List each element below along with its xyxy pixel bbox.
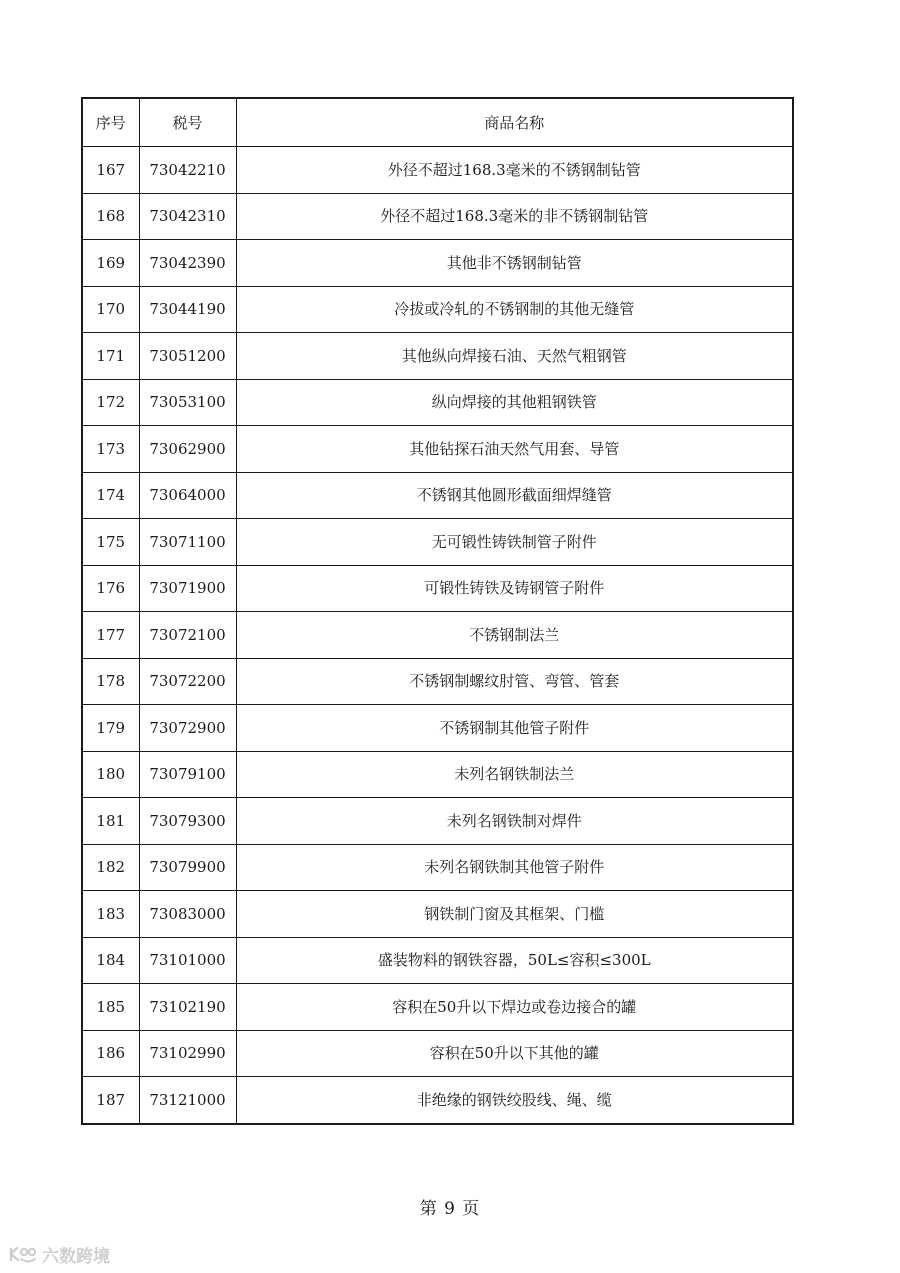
table-row (82, 286, 793, 333)
row-tax-code-cell: 73102190 (139, 984, 236, 1031)
table-row (82, 472, 793, 519)
table-row (82, 658, 793, 705)
row-product-name-cell: 其他非不锈钢制钻管 (236, 240, 793, 287)
table-row (82, 193, 793, 240)
row-seq-cell: 185 (82, 984, 139, 1031)
row-tax-code-cell: 73042310 (139, 193, 236, 240)
row-product-name-cell: 非绝缘的钢铁绞股线、绳、缆 (236, 1077, 793, 1124)
row-seq-cell: 184 (82, 937, 139, 984)
row-seq-cell: 170 (82, 286, 139, 333)
row-product-name-cell: 未列名钢铁制其他管子附件 (236, 844, 793, 891)
row-seq-cell: 172 (82, 379, 139, 426)
row-product-name-cell: 容积在50升以下焊边或卷边接合的罐 (236, 984, 793, 1031)
row-seq-cell: 167 (82, 147, 139, 194)
watermark (8, 1240, 110, 1268)
row-tax-code-cell: 73071100 (139, 519, 236, 566)
table-row (82, 844, 793, 891)
row-product-name-cell: 不锈钢制法兰 (236, 612, 793, 659)
row-product-name-cell: 无可锻性铸铁制管子附件 (236, 519, 793, 566)
table-row (82, 333, 793, 380)
row-seq-cell: 181 (82, 798, 139, 845)
row-tax-code-cell: 73072100 (139, 612, 236, 659)
row-tax-code-cell: 73079900 (139, 844, 236, 891)
header-tax-code: 税号 (139, 98, 236, 147)
table-row (82, 1030, 793, 1077)
row-product-name-cell: 不锈钢其他圆形截面细焊缝管 (236, 472, 793, 519)
table-row (82, 519, 793, 566)
commodity-table (81, 97, 794, 1125)
table-row (82, 565, 793, 612)
row-tax-code-cell: 73042210 (139, 147, 236, 194)
row-product-name-cell: 冷拔或冷轧的不锈钢制的其他无缝管 (236, 286, 793, 333)
row-seq-cell: 173 (82, 426, 139, 473)
table-header-row (82, 98, 793, 147)
row-tax-code-cell: 73062900 (139, 426, 236, 473)
row-product-name-cell: 未列名钢铁制法兰 (236, 751, 793, 798)
row-tax-code-cell: 73102990 (139, 1030, 236, 1077)
table-row (82, 1077, 793, 1124)
row-tax-code-cell: 73083000 (139, 891, 236, 938)
table-row (82, 426, 793, 473)
table-row (82, 937, 793, 984)
row-seq-cell: 177 (82, 612, 139, 659)
table-row (82, 612, 793, 659)
row-seq-cell: 183 (82, 891, 139, 938)
row-product-name-cell: 不锈钢制螺纹肘管、弯管、管套 (236, 658, 793, 705)
row-tax-code-cell: 73101000 (139, 937, 236, 984)
table-row (82, 751, 793, 798)
row-seq-cell: 174 (82, 472, 139, 519)
watermark-text: 六数跨境 (42, 1246, 110, 1267)
row-tax-code-cell: 73051200 (139, 333, 236, 380)
row-product-name-cell: 可锻性铸铁及铸钢管子附件 (236, 565, 793, 612)
row-seq-cell: 171 (82, 333, 139, 380)
row-tax-code-cell: 73053100 (139, 379, 236, 426)
table-row (82, 984, 793, 1031)
table-row (82, 705, 793, 752)
row-product-name-cell: 外径不超过168.3毫米的不锈钢制钻管 (236, 147, 793, 194)
row-seq-cell: 179 (82, 705, 139, 752)
row-product-name-cell: 纵向焊接的其他粗钢铁管 (236, 379, 793, 426)
row-seq-cell: 180 (82, 751, 139, 798)
row-product-name-cell: 容积在50升以下其他的罐 (236, 1030, 793, 1077)
row-product-name-cell: 其他钻探石油天然气用套、导管 (236, 426, 793, 473)
brand-logo-icon (8, 1244, 38, 1264)
table-row (82, 798, 793, 845)
row-product-name-cell: 其他纵向焊接石油、天然气粗钢管 (236, 333, 793, 380)
page-number: 第 9 页 (419, 1199, 481, 1219)
row-product-name-cell: 钢铁制门窗及其框架、门槛 (236, 891, 793, 938)
row-product-name-cell: 不锈钢制其他管子附件 (236, 705, 793, 752)
row-tax-code-cell: 73064000 (139, 472, 236, 519)
row-product-name-cell: 外径不超过168.3毫米的非不锈钢制钻管 (236, 193, 793, 240)
row-seq-cell: 169 (82, 240, 139, 287)
row-tax-code-cell: 73072200 (139, 658, 236, 705)
row-tax-code-cell: 73079100 (139, 751, 236, 798)
header-seq: 序号 (82, 98, 139, 147)
row-seq-cell: 182 (82, 844, 139, 891)
row-tax-code-cell: 73072900 (139, 705, 236, 752)
table-row (82, 891, 793, 938)
row-seq-cell: 186 (82, 1030, 139, 1077)
table-row (82, 240, 793, 287)
row-tax-code-cell: 73042390 (139, 240, 236, 287)
row-product-name-cell: 未列名钢铁制对焊件 (236, 798, 793, 845)
row-seq-cell: 178 (82, 658, 139, 705)
row-seq-cell: 187 (82, 1077, 139, 1124)
row-tax-code-cell: 73044190 (139, 286, 236, 333)
row-tax-code-cell: 73121000 (139, 1077, 236, 1124)
row-tax-code-cell: 73079300 (139, 798, 236, 845)
table-row (82, 147, 793, 194)
table-row (82, 379, 793, 426)
table-body (82, 147, 793, 1124)
header-product-name: 商品名称 (236, 98, 793, 147)
row-product-name-cell: 盛装物料的钢铁容器，50L≤容积≤300L (236, 937, 793, 984)
row-seq-cell: 175 (82, 519, 139, 566)
row-tax-code-cell: 73071900 (139, 565, 236, 612)
row-seq-cell: 168 (82, 193, 139, 240)
row-seq-cell: 176 (82, 565, 139, 612)
